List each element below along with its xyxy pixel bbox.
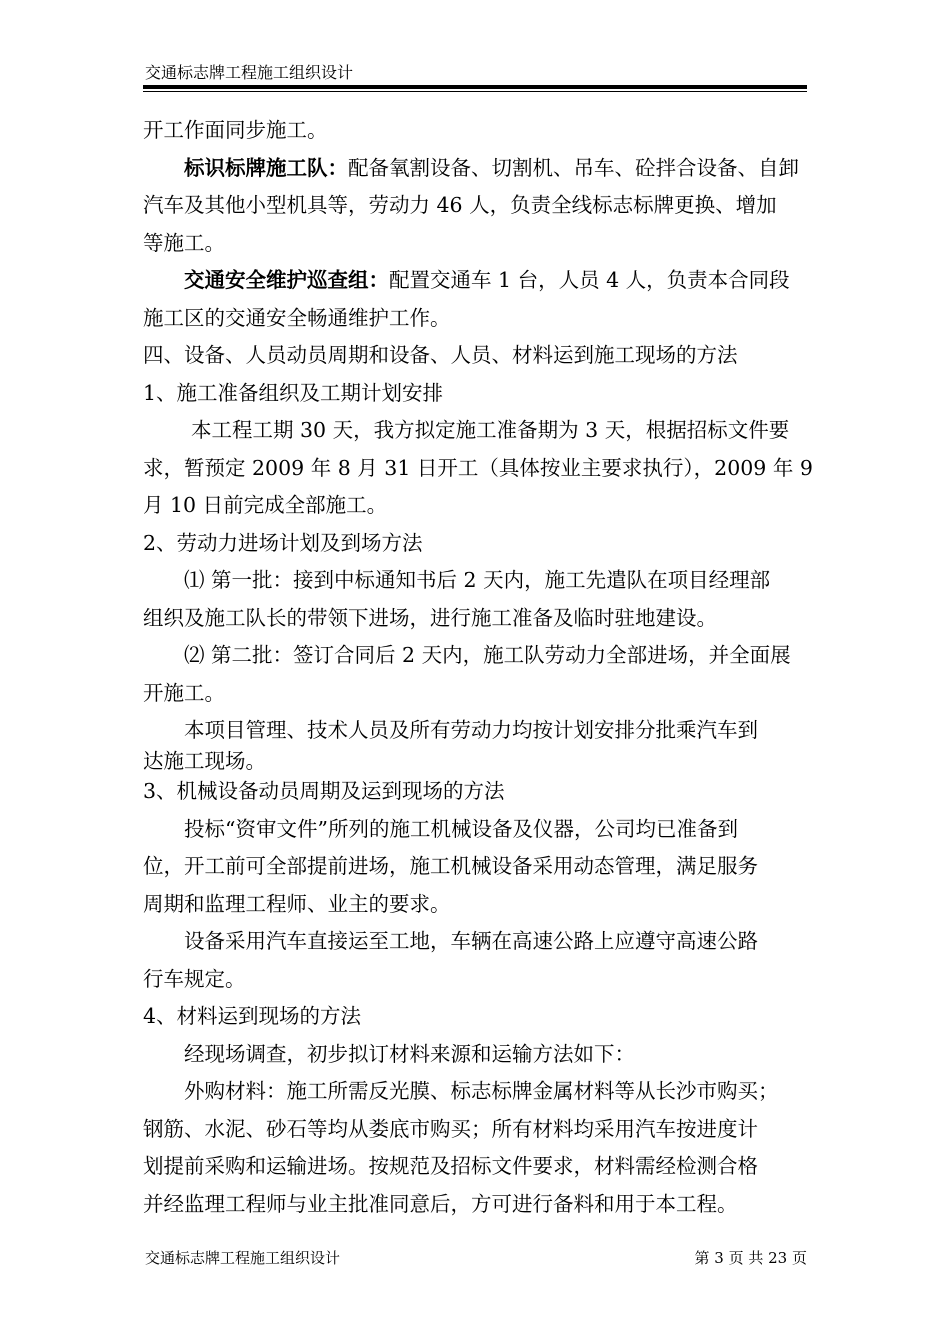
body-line: 划提前采购和运输进场。按规范及招标文件要求，材料需经检测合格 [143, 1154, 758, 1178]
body-text: 配置交通车 1 台，人员 4 人，负责本合同段 [389, 268, 790, 292]
header-rule-thin [143, 91, 807, 92]
body-line: 外购材料：施工所需反光膜、标志标牌金属材料等从长沙市购买； [184, 1079, 779, 1103]
body-line: 行车规定。 [143, 966, 246, 991]
bold-label-safety-team: 交通安全维护巡查组： [184, 268, 389, 292]
page-header-title: 交通标志牌工程施工组织设计 [145, 63, 354, 82]
body-line: 设备采用汽车直接运至工地，车辆在高速公路上应遵守高速公路 [184, 929, 758, 953]
body-line: 达施工现场。 [143, 749, 266, 773]
body-line [143, 262, 811, 300]
body-line: 本工程工期 30 天，我方拟定施工准备期为 3 天，根据招标文件要 [191, 418, 790, 442]
body-line: 经现场调查，初步拟订材料来源和运输方法如下： [184, 1041, 635, 1066]
body-line: 并经监理工程师与业主批准同意后，方可进行备料和用于本工程。 [143, 1191, 738, 1216]
subsection-heading: 1、施工准备组织及工期计划安排 [143, 380, 444, 405]
document-body [143, 112, 811, 1223]
body-line: 组织及施工队长的带领下进场，进行施工准备及临时驻地建设。 [143, 605, 717, 630]
page-footer-title: 交通标志牌工程施工组织设计 [145, 1249, 341, 1267]
body-line: 开工作面同步施工。 [143, 118, 328, 142]
section-heading: 四、设备、人员动员周期和设备、人员、材料运到施工现场的方法 [143, 343, 738, 367]
body-line: 本项目管理、技术人员及所有劳动力均按计划安排分批乘汽车到 [184, 718, 758, 742]
body-text: 配备氧割设备、切割机、吊车、砼拌合设备、自卸 [348, 155, 799, 180]
body-line: 开施工。 [143, 680, 225, 705]
body-line: 施工区的交通安全畅通维护工作。 [143, 305, 451, 330]
subsection-heading: 2、劳动力进场计划及到场方法 [143, 530, 423, 555]
bold-label-sign-team: 标识标牌施工队： [184, 155, 348, 180]
body-line: ⑵ 第二批：签订合同后 2 天内，施工队劳动力全部进场，并全面展 [184, 643, 791, 667]
body-line: 汽车及其他小型机具等，劳动力 46 人，负责全线标志标牌更换、增加 [143, 193, 777, 217]
page-number: 第 3 页 共 23 页 [694, 1249, 807, 1267]
body-line: 位，开工前可全部提前进场，施工机械设备采用动态管理，满足服务 [143, 854, 758, 878]
body-line: 等施工。 [143, 230, 225, 255]
body-line: ⑴ 第一批：接到中标通知书后 2 天内，施工先遣队在项目经理部 [184, 568, 771, 592]
body-line [143, 150, 811, 188]
header-rule-thick [143, 85, 807, 89]
body-line: 投标“资审文件”所列的施工机械设备及仪器，公司均已准备到 [184, 816, 738, 841]
body-line: 月 10 日前完成全部施工。 [143, 493, 388, 517]
subsection-heading: 3、机械设备动员周期及运到现场的方法 [143, 779, 505, 803]
subsection-heading: 4、材料运到现场的方法 [143, 1004, 362, 1028]
body-line: 周期和监理工程师、业主的要求。 [143, 891, 451, 916]
body-line: 求，暂预定 2009 年 8 月 31 日开工（具体按业主要求执行），2009 年 9 [143, 455, 813, 480]
body-line: 钢筋、水泥、砂石等均从娄底市购买；所有材料均采用汽车按进度计 [143, 1116, 758, 1141]
